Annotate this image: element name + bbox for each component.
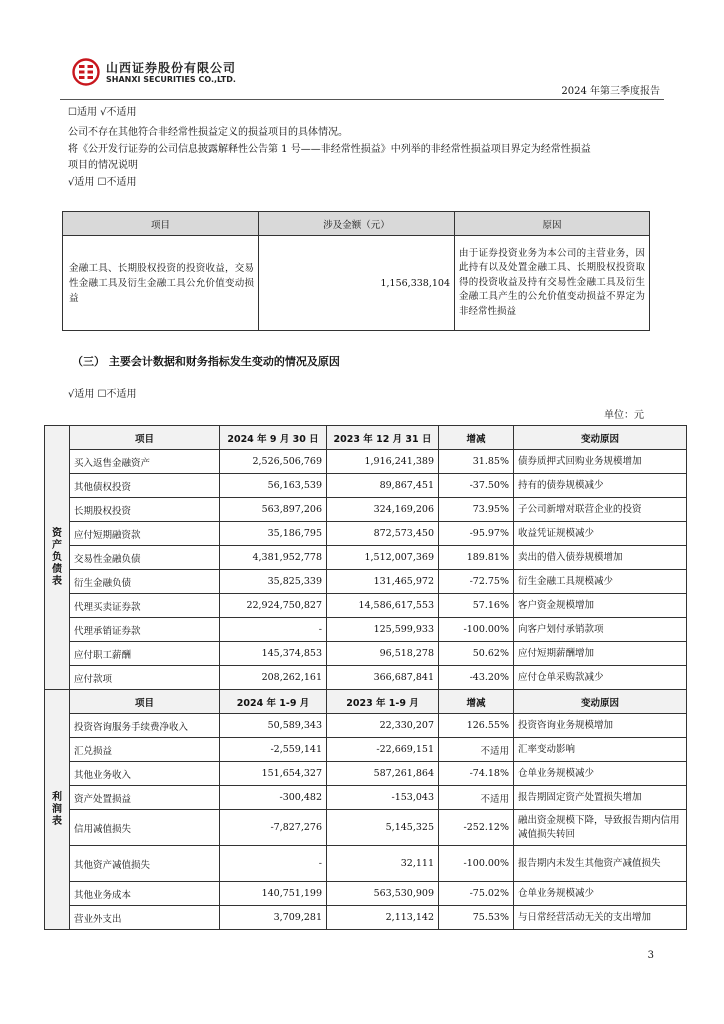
balance-cell: 应付短期薪酬增加 xyxy=(514,642,687,666)
balance-cell: 4,381,952,778 xyxy=(220,546,327,570)
balance-cell: 56,163,539 xyxy=(220,474,327,498)
income-cell: 32,111 xyxy=(327,846,439,882)
balance-cell: 22,924,750,827 xyxy=(220,594,327,618)
balance-header-cell: 2024 年 9 月 30 日 xyxy=(220,426,327,450)
balance-cell: 50.62% xyxy=(439,642,514,666)
option-line-2: √适用 ☐不适用 xyxy=(68,177,137,188)
income-cell: 5,145,325 xyxy=(327,810,439,846)
balance-cell: 应付款项 xyxy=(70,666,220,690)
table-row xyxy=(45,786,687,810)
balance-cell: 563,897,206 xyxy=(220,498,327,522)
balance-cell: 208,262,161 xyxy=(220,666,327,690)
income-header-cell: 2023 年 1-9 月 xyxy=(327,690,439,714)
income-cell: 75.53% xyxy=(439,906,514,930)
unit-label: 单位：元 xyxy=(604,410,644,421)
income-cell: 信用减值损失 xyxy=(70,810,220,846)
option-line-3: √适用 ☐不适用 xyxy=(68,389,137,400)
income-cell: 与日常经营活动无关的支出增加 xyxy=(514,906,687,930)
income-cell: 140,751,199 xyxy=(220,882,327,906)
income-cell: -74.18% xyxy=(439,762,514,786)
section-title: （三） 主要会计数据和财务指标发生变动的情况及原因 xyxy=(72,355,340,368)
table-row xyxy=(45,906,687,930)
income-cell: 151,654,327 xyxy=(220,762,327,786)
option-line-1: ☐适用 √不适用 xyxy=(68,107,137,118)
income-cell: -2,559,141 xyxy=(220,738,327,762)
income-cell: 报告期内未发生其他资产减值损失 xyxy=(514,846,687,882)
paragraph-2-line-2: 项目的情况说明 xyxy=(68,160,138,171)
income-cell: 其他资产减值损失 xyxy=(70,846,220,882)
company-name-en: SHANXI SECURITIES CO.,LTD. xyxy=(106,75,236,84)
balance-cell: 长期股权投资 xyxy=(70,498,220,522)
income-header-cell: 增减 xyxy=(439,690,514,714)
balance-cell: 债券质押式回购业务规模增加 xyxy=(514,450,687,474)
balance-cell: 89,867,451 xyxy=(327,474,439,498)
income-group-text: 利润表 xyxy=(52,791,62,827)
table-row xyxy=(45,450,687,474)
table-row xyxy=(45,666,687,690)
header-item: 项目 xyxy=(63,212,259,236)
balance-cell: 189.81% xyxy=(439,546,514,570)
balance-cell: 57.16% xyxy=(439,594,514,618)
income-cell: -252.12% xyxy=(439,810,514,846)
balance-cell: 14,586,617,553 xyxy=(327,594,439,618)
balance-header-cell: 项目 xyxy=(70,426,220,450)
income-header-cell: 变动原因 xyxy=(514,690,687,714)
income-cell: 22,330,207 xyxy=(327,714,439,738)
income-cell: 587,261,864 xyxy=(327,762,439,786)
income-cell: 报告期固定资产处置损失增加 xyxy=(514,786,687,810)
income-group-label xyxy=(45,690,70,930)
balance-cell: 应付短期融资款 xyxy=(70,522,220,546)
company-logo-icon xyxy=(72,58,100,86)
income-cell: 50,589,343 xyxy=(220,714,327,738)
income-cell: -22,669,151 xyxy=(327,738,439,762)
company-name-cn: 山西证券股份有限公司 xyxy=(106,61,237,75)
balance-cell: 1,512,007,369 xyxy=(327,546,439,570)
table-row xyxy=(63,236,650,331)
page-header xyxy=(60,55,664,100)
balance-cell: 代理买卖证券款 xyxy=(70,594,220,618)
balance-cell: -72.75% xyxy=(439,570,514,594)
income-cell: 汇兑损益 xyxy=(70,738,220,762)
income-cell: 汇率变动影响 xyxy=(514,738,687,762)
balance-cell: -100.00% xyxy=(439,618,514,642)
cell-item: 金融工具、长期股权投资的投资收益，交易性金融工具及衍生金融工具公允价值变动损益 xyxy=(63,236,259,331)
header-divider xyxy=(60,99,664,100)
table-row xyxy=(45,498,687,522)
balance-cell: 买入返售金融资产 xyxy=(70,450,220,474)
balance-cell: -43.20% xyxy=(439,666,514,690)
balance-cell: 交易性金融负债 xyxy=(70,546,220,570)
balance-cell: 应付职工薪酬 xyxy=(70,642,220,666)
income-cell: -153,043 xyxy=(327,786,439,810)
income-header-cell: 项目 xyxy=(70,690,220,714)
income-header-row xyxy=(45,690,687,714)
table-row xyxy=(45,714,687,738)
income-cell: 融出资金规模下降，导致报告期内信用减值损失转回 xyxy=(514,810,687,846)
table-row xyxy=(45,642,687,666)
table-row xyxy=(45,594,687,618)
income-cell: 其他业务收入 xyxy=(70,762,220,786)
income-cell: -300,482 xyxy=(220,786,327,810)
table-header-row xyxy=(63,212,650,236)
table-row xyxy=(45,738,687,762)
table-row xyxy=(45,618,687,642)
balance-cell: 客户资金规模增加 xyxy=(514,594,687,618)
balance-cell: 其他债权投资 xyxy=(70,474,220,498)
cell-reason: 由于证券投资业务为本公司的主营业务，因此持有以及处置金融工具、长期股权投资取得的投资收益及持有交易性金融工具及衍生金融工具产生的公允价值变动损益不界定为非经常性损益 xyxy=(455,236,650,331)
header-reason: 原因 xyxy=(455,212,650,236)
balance-cell: 35,825,339 xyxy=(220,570,327,594)
cell-amount: 1,156,338,104 xyxy=(259,236,455,331)
table-row xyxy=(45,474,687,498)
income-cell: 其他业务成本 xyxy=(70,882,220,906)
balance-cell: 卖出的借入债券规模增加 xyxy=(514,546,687,570)
report-title: 2024 年第三季度报告 xyxy=(561,86,660,97)
balance-cell: 衍生金融工具规模减少 xyxy=(514,570,687,594)
income-cell: 资产处置损益 xyxy=(70,786,220,810)
income-cell: 不适用 xyxy=(439,786,514,810)
balance-cell: 衍生金融负债 xyxy=(70,570,220,594)
balance-cell: 收益凭证规模减少 xyxy=(514,522,687,546)
income-cell: 563,530,909 xyxy=(327,882,439,906)
balance-cell: 子公司新增对联营企业的投资 xyxy=(514,498,687,522)
balance-cell: 73.95% xyxy=(439,498,514,522)
income-cell: 营业外支出 xyxy=(70,906,220,930)
balance-header-cell: 2023 年 12 月 31 日 xyxy=(327,426,439,450)
balance-cell: 持有的债券规模减少 xyxy=(514,474,687,498)
balance-cell: 131,465,972 xyxy=(327,570,439,594)
table-row xyxy=(45,846,687,882)
income-cell: 投资咨询服务手续费净收入 xyxy=(70,714,220,738)
table-row xyxy=(45,882,687,906)
income-cell: -100.00% xyxy=(439,846,514,882)
balance-cell: 1,916,241,389 xyxy=(327,450,439,474)
table-row xyxy=(45,522,687,546)
paragraph-2-line-1: 将《公开发行证券的公司信息披露解释性公告第 1 号——非经常性损益》中列举的非经常性损益项目界定为经常性损益 xyxy=(68,144,591,155)
income-cell: 126.55% xyxy=(439,714,514,738)
balance-cell: 96,518,278 xyxy=(327,642,439,666)
balance-cell: 872,573,450 xyxy=(327,522,439,546)
balance-cell: 366,687,841 xyxy=(327,666,439,690)
balance-cell: 2,526,506,769 xyxy=(220,450,327,474)
balance-cell: - xyxy=(220,618,327,642)
income-header-cell: 2024 年 1-9 月 xyxy=(220,690,327,714)
income-cell: 不适用 xyxy=(439,738,514,762)
table-row xyxy=(45,570,687,594)
balance-cell: -95.97% xyxy=(439,522,514,546)
balance-cell: 35,186,795 xyxy=(220,522,327,546)
table-row xyxy=(45,810,687,846)
balance-cell: 应付仓单采购款减少 xyxy=(514,666,687,690)
income-cell: 3,709,281 xyxy=(220,906,327,930)
balance-header-row xyxy=(45,426,687,450)
balance-cell: 31.85% xyxy=(439,450,514,474)
balance-cell: 324,169,206 xyxy=(327,498,439,522)
balance-group-label xyxy=(45,426,70,690)
table-row xyxy=(45,546,687,570)
income-cell: 仓单业务规模减少 xyxy=(514,762,687,786)
income-cell: 投资咨询业务规模增加 xyxy=(514,714,687,738)
income-cell: 2,113,142 xyxy=(327,906,439,930)
balance-header-cell: 增减 xyxy=(439,426,514,450)
income-cell: -7,827,276 xyxy=(220,810,327,846)
balance-cell: -37.50% xyxy=(439,474,514,498)
financial-changes-table xyxy=(44,425,687,930)
balance-cell: 向客户划付承销款项 xyxy=(514,618,687,642)
balance-cell: 代理承销证券款 xyxy=(70,618,220,642)
income-cell: - xyxy=(220,846,327,882)
paragraph-1: 公司不存在其他符合非经常性损益定义的损益项目的具体情况。 xyxy=(68,127,348,138)
table-row xyxy=(45,762,687,786)
balance-group-text: 资产负债表 xyxy=(52,527,62,587)
recurring-items-table xyxy=(62,211,650,331)
header-amount: 涉及金额（元） xyxy=(259,212,455,236)
balance-header-cell: 变动原因 xyxy=(514,426,687,450)
balance-cell: 145,374,853 xyxy=(220,642,327,666)
page-number: 3 xyxy=(647,950,654,961)
income-cell: -75.02% xyxy=(439,882,514,906)
income-cell: 仓单业务规模减少 xyxy=(514,882,687,906)
balance-cell: 125,599,933 xyxy=(327,618,439,642)
